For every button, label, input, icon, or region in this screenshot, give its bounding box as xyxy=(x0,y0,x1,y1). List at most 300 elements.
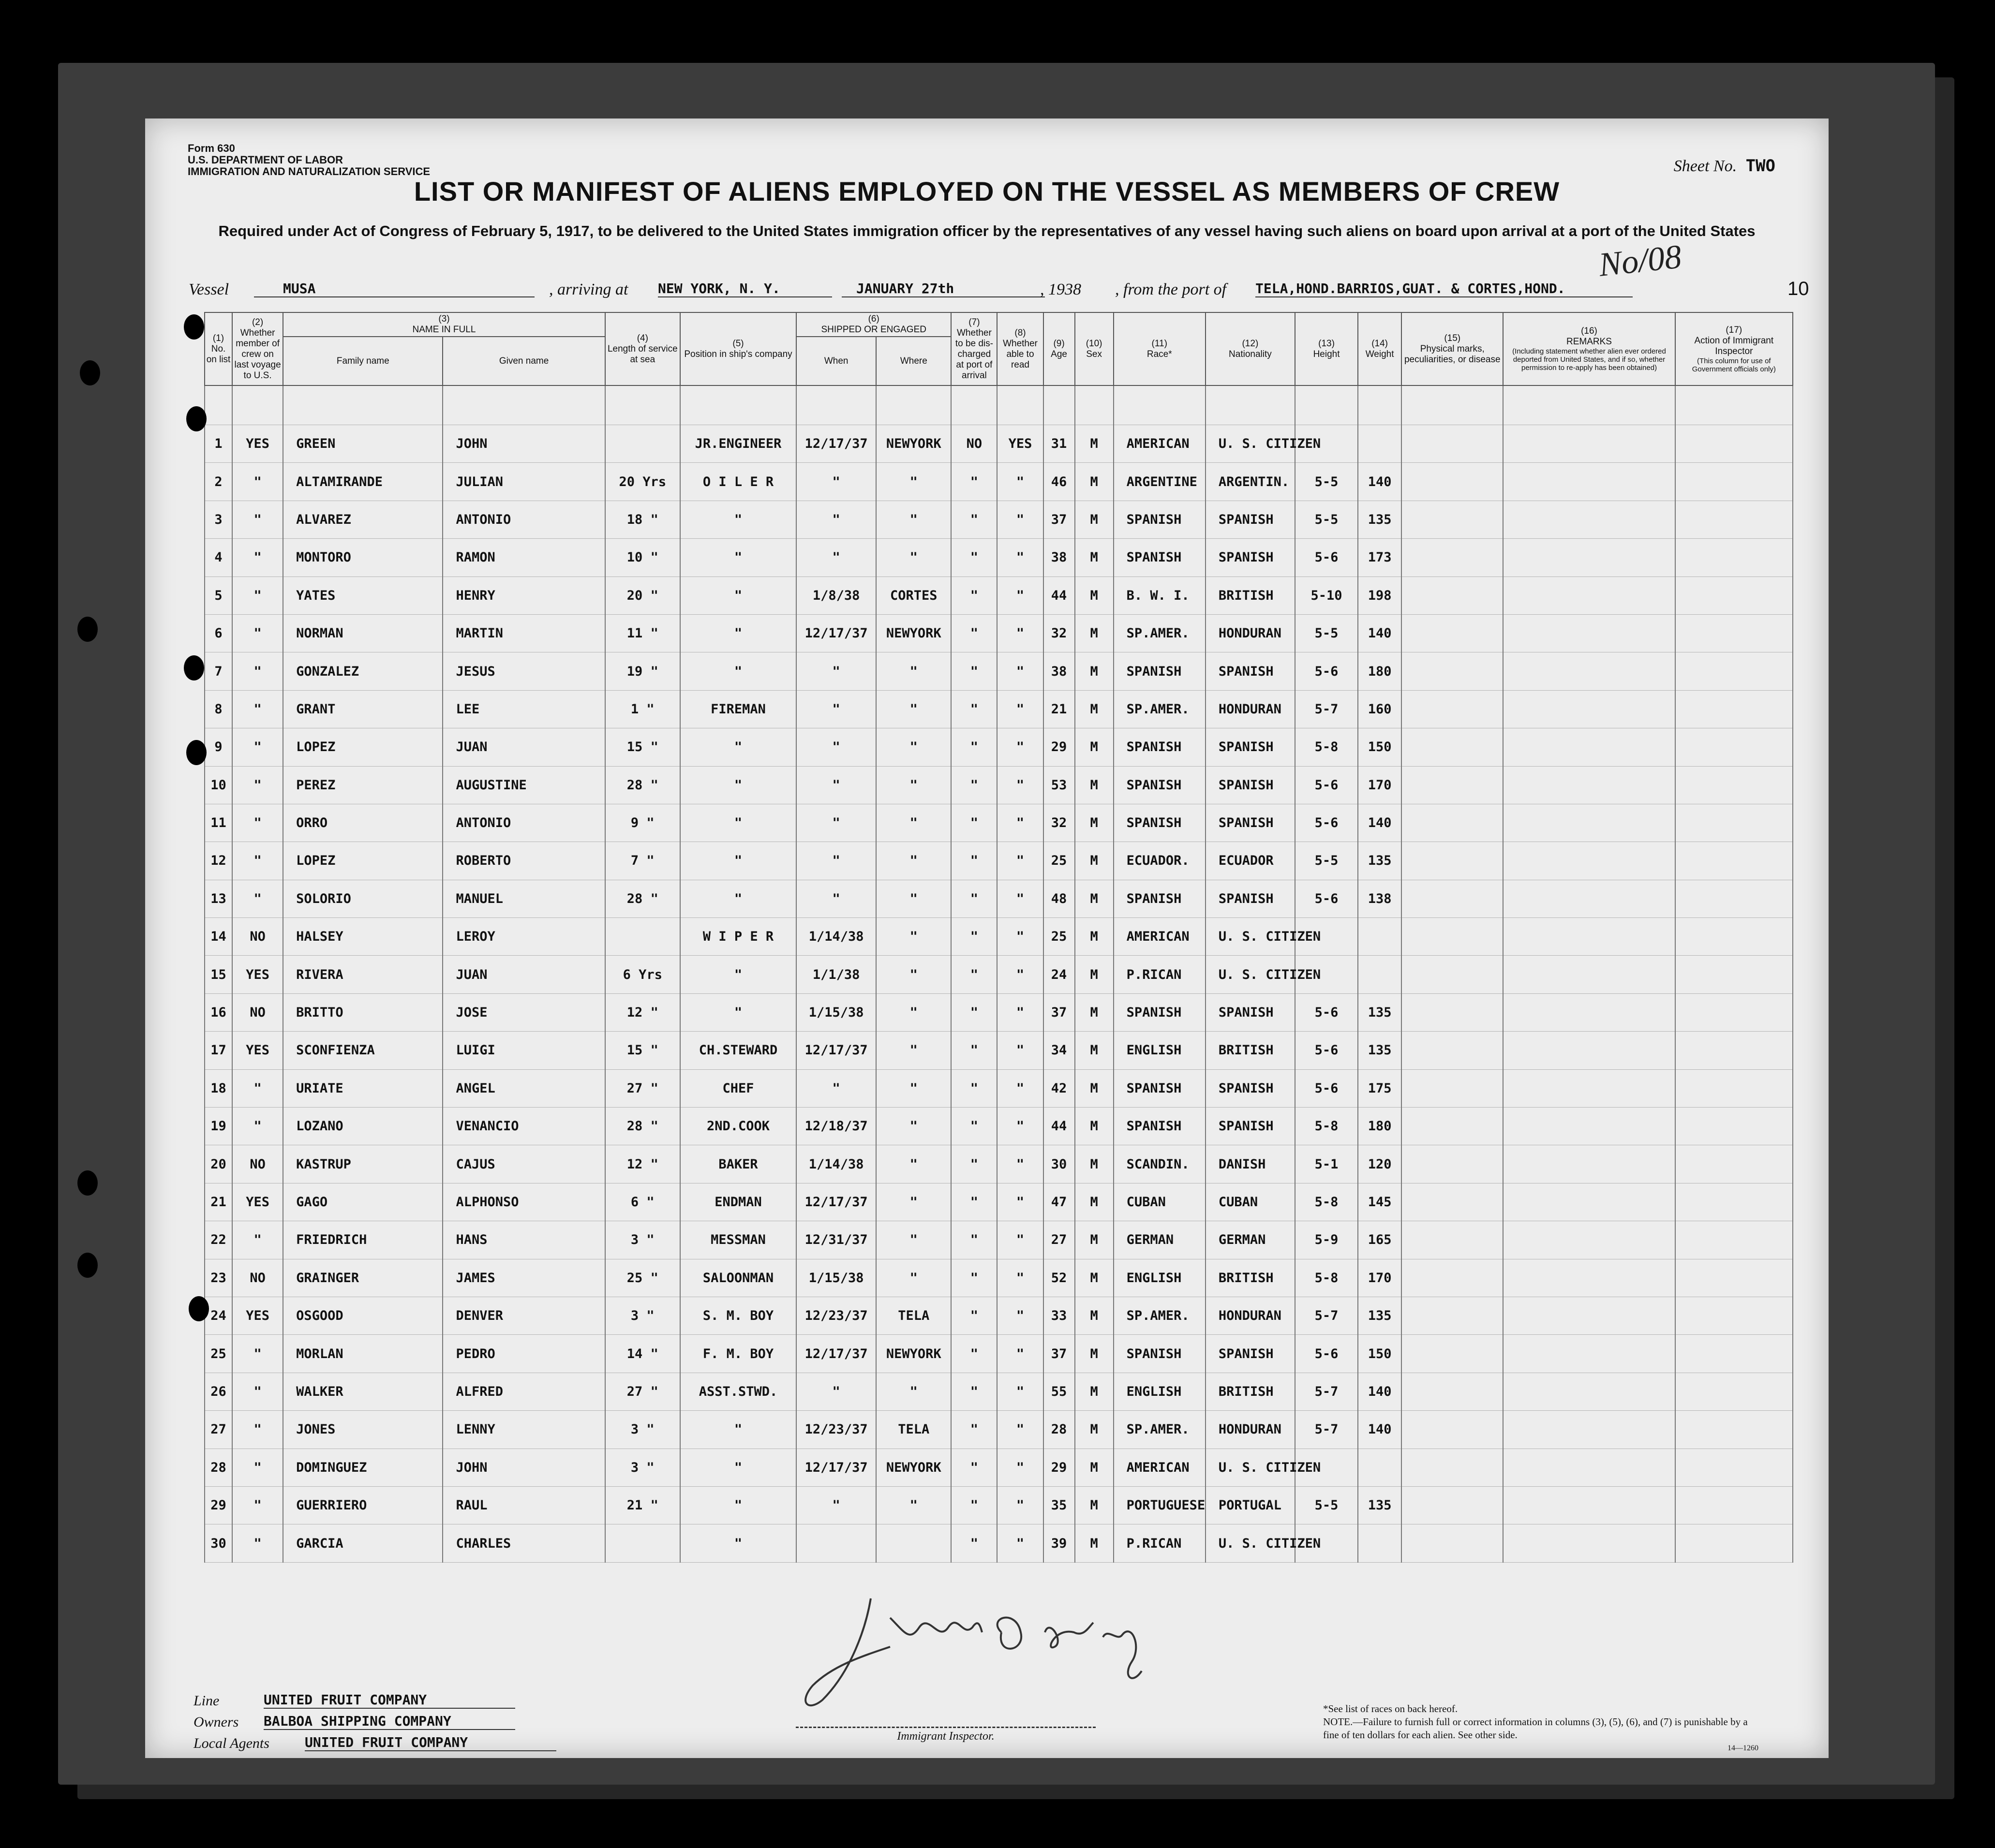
cell-nationality: HONDURAN xyxy=(1206,614,1295,652)
cell-when: 12/17/37 xyxy=(796,1183,876,1221)
cell-action xyxy=(1675,1297,1793,1334)
cell-height: 5-6 xyxy=(1295,1069,1358,1107)
cell-where: " xyxy=(876,1069,951,1107)
cell-nationality: BRITISH xyxy=(1206,1373,1295,1410)
cell-where: NEWYORK xyxy=(876,1335,951,1373)
cell-nationality: GERMAN xyxy=(1206,1221,1295,1259)
cell-service: 27 " xyxy=(605,1373,680,1410)
cell-when: 12/18/37 xyxy=(796,1108,876,1145)
cell-nationality: U. S. CITIZEN xyxy=(1206,956,1295,993)
cell-age: 30 xyxy=(1043,1145,1075,1183)
cell-height: 5-5 xyxy=(1295,614,1358,652)
cell-remarks xyxy=(1503,1411,1675,1449)
cell-race: SP.AMER. xyxy=(1114,1297,1206,1334)
cell-when: " xyxy=(796,880,876,917)
cell-when: " xyxy=(796,463,876,501)
cell-age: 21 xyxy=(1043,690,1075,728)
cell-marks xyxy=(1401,766,1503,804)
cell-given-name: LENNY xyxy=(443,1411,605,1449)
cell-race: AMERICAN xyxy=(1114,918,1206,956)
cell-sex: M xyxy=(1075,728,1114,766)
cell-no: 16 xyxy=(205,993,232,1031)
cell-action xyxy=(1675,1032,1793,1069)
binding-hole xyxy=(77,1170,98,1196)
cell-action xyxy=(1675,539,1793,577)
cell-read: " xyxy=(997,1449,1043,1486)
cell-action xyxy=(1675,1486,1793,1524)
cell-member: " xyxy=(232,1486,283,1524)
cell-sex: M xyxy=(1075,1032,1114,1069)
header-name-in-full: (3) NAME IN FULL xyxy=(283,312,605,337)
cell-position: " xyxy=(680,1411,796,1449)
cell-remarks xyxy=(1503,842,1675,880)
cell-read: " xyxy=(997,501,1043,538)
cell-no: 9 xyxy=(205,728,232,766)
header-able-to-read: (8) Whether able to read xyxy=(997,312,1043,385)
binding-hole xyxy=(189,1296,209,1321)
cell-family-name: DOMINGUEZ xyxy=(283,1449,443,1486)
cell-remarks xyxy=(1503,804,1675,842)
cell-height: 5-5 xyxy=(1295,501,1358,538)
cell-nationality: SPANISH xyxy=(1206,539,1295,577)
cell-race: SP.AMER. xyxy=(1114,690,1206,728)
cell-action xyxy=(1675,766,1793,804)
page-title: LIST OR MANIFEST OF ALIENS EMPLOYED ON THE VESSEL AS MEMBERS OF CREW xyxy=(414,176,1560,207)
cell-marks xyxy=(1401,1524,1503,1562)
cell-marks xyxy=(1401,918,1503,956)
cell-read: " xyxy=(997,690,1043,728)
cell-age: 29 xyxy=(1043,1449,1075,1486)
cell-member: " xyxy=(232,1524,283,1562)
cell-service: 25 " xyxy=(605,1259,680,1297)
cell-family-name: RIVERA xyxy=(283,956,443,993)
cell-no: 7 xyxy=(205,652,232,690)
cell-weight: 135 xyxy=(1358,1486,1401,1524)
cell-age: 25 xyxy=(1043,918,1075,956)
cell-no: 28 xyxy=(205,1449,232,1486)
cell-service: 3 " xyxy=(605,1449,680,1486)
cell-age: 55 xyxy=(1043,1373,1075,1410)
cell-race: B. W. I. xyxy=(1114,577,1206,614)
service-name: IMMIGRATION AND NATURALIZATION SERVICE xyxy=(188,165,431,177)
cell-family-name: PEREZ xyxy=(283,766,443,804)
cell-age: 52 xyxy=(1043,1259,1075,1297)
cell-read: " xyxy=(997,1183,1043,1221)
cell-discharged: " xyxy=(951,1335,997,1373)
cell-read: " xyxy=(997,1486,1043,1524)
cell-discharged: " xyxy=(951,501,997,538)
cell-remarks xyxy=(1503,1524,1675,1562)
cell-member: " xyxy=(232,1108,283,1145)
cell-family-name: KASTRUP xyxy=(283,1145,443,1183)
cell-position: ENDMAN xyxy=(680,1183,796,1221)
cell-nationality: SPANISH xyxy=(1206,1108,1295,1145)
cell-marks xyxy=(1401,993,1503,1031)
cell-sex: M xyxy=(1075,1373,1114,1410)
cell-read: " xyxy=(997,842,1043,880)
cell-no: 25 xyxy=(205,1335,232,1373)
cell-weight xyxy=(1358,425,1401,463)
header-discharged: (7) Whether to be dis-charged at port of arrival xyxy=(951,312,997,385)
cell-age: 25 xyxy=(1043,842,1075,880)
cell-height: 5-6 xyxy=(1295,652,1358,690)
cell-position: " xyxy=(680,766,796,804)
cell-discharged: " xyxy=(951,728,997,766)
cell-where: " xyxy=(876,1145,951,1183)
cell-weight: 180 xyxy=(1358,1108,1401,1145)
cell-where: " xyxy=(876,993,951,1031)
cell-where xyxy=(876,1524,951,1562)
table-row xyxy=(205,425,1793,463)
cell-read: " xyxy=(997,652,1043,690)
cell-race: ENGLISH xyxy=(1114,1373,1206,1410)
cell-nationality: SPANISH xyxy=(1206,880,1295,917)
header-when: When xyxy=(796,337,876,385)
cell-service: 1 " xyxy=(605,690,680,728)
cell-read: " xyxy=(997,1259,1043,1297)
cell-remarks xyxy=(1503,1297,1675,1334)
cell-position: " xyxy=(680,728,796,766)
cell-given-name: JOSE xyxy=(443,993,605,1031)
cell-race: SP.AMER. xyxy=(1114,614,1206,652)
cell-when: 1/1/38 xyxy=(796,956,876,993)
cell-weight: 140 xyxy=(1358,1373,1401,1410)
cell-discharged: " xyxy=(951,1411,997,1449)
cell-position: S. M. BOY xyxy=(680,1297,796,1334)
table-row xyxy=(205,1221,1793,1259)
cell-no: 20 xyxy=(205,1145,232,1183)
cell-remarks xyxy=(1503,1145,1675,1183)
cell-given-name: CAJUS xyxy=(443,1145,605,1183)
cell-family-name: ALVAREZ xyxy=(283,501,443,538)
cell-when: 12/17/37 xyxy=(796,1449,876,1486)
binding-hole xyxy=(77,617,98,642)
cell-no: 14 xyxy=(205,918,232,956)
cell-nationality: U. S. CITIZEN xyxy=(1206,425,1295,463)
cell-age: 33 xyxy=(1043,1297,1075,1334)
cell-no: 6 xyxy=(205,614,232,652)
cell-age: 32 xyxy=(1043,614,1075,652)
cell-member: " xyxy=(232,1221,283,1259)
cell-position: " xyxy=(680,614,796,652)
manifest-sheet xyxy=(145,118,1829,1758)
binding-hole xyxy=(186,740,207,765)
cell-marks xyxy=(1401,1486,1503,1524)
cell-age: 42 xyxy=(1043,1069,1075,1107)
cell-remarks xyxy=(1503,425,1675,463)
cell-marks xyxy=(1401,880,1503,917)
table-body xyxy=(205,385,1793,1562)
cell-discharged: " xyxy=(951,804,997,842)
cell-age: 34 xyxy=(1043,1032,1075,1069)
cell-read: " xyxy=(997,1108,1043,1145)
cell-marks xyxy=(1401,728,1503,766)
cell-when: 12/23/37 xyxy=(796,1297,876,1334)
cell-where: " xyxy=(876,1373,951,1410)
cell-discharged: " xyxy=(951,614,997,652)
cell-where: " xyxy=(876,652,951,690)
cell-sex: M xyxy=(1075,1486,1114,1524)
header-height: (13) Height xyxy=(1295,312,1358,385)
cell-marks xyxy=(1401,463,1503,501)
cell-action xyxy=(1675,1335,1793,1373)
cell-sex: M xyxy=(1075,1108,1114,1145)
arriving-label: , arriving at xyxy=(549,281,628,298)
table-row xyxy=(205,804,1793,842)
cell-family-name: WALKER xyxy=(283,1373,443,1410)
cell-member: YES xyxy=(232,1297,283,1334)
cell-weight: 150 xyxy=(1358,1335,1401,1373)
table-row xyxy=(205,1297,1793,1334)
cell-nationality: DANISH xyxy=(1206,1145,1295,1183)
cell-no: 19 xyxy=(205,1108,232,1145)
cell-action xyxy=(1675,842,1793,880)
cell-service: 19 " xyxy=(605,652,680,690)
cell-member: " xyxy=(232,766,283,804)
cell-when: 12/17/37 xyxy=(796,1335,876,1373)
cell-weight: 170 xyxy=(1358,1259,1401,1297)
cell-where: " xyxy=(876,690,951,728)
cell-position: 2ND.COOK xyxy=(680,1108,796,1145)
cell-given-name: ALFRED xyxy=(443,1373,605,1410)
table-row xyxy=(205,1449,1793,1486)
cell-position: " xyxy=(680,539,796,577)
cell-discharged: " xyxy=(951,1069,997,1107)
cell-member: NO xyxy=(232,918,283,956)
cell-action xyxy=(1675,1221,1793,1259)
cell-discharged: " xyxy=(951,880,997,917)
cell-no: 12 xyxy=(205,842,232,880)
cell-given-name: JESUS xyxy=(443,652,605,690)
cell-height: 5-9 xyxy=(1295,1221,1358,1259)
cell-member: " xyxy=(232,842,283,880)
cell-where: TELA xyxy=(876,1411,951,1449)
cell-discharged: " xyxy=(951,1259,997,1297)
cell-race: SPANISH xyxy=(1114,1108,1206,1145)
cell-member: NO xyxy=(232,993,283,1031)
cell-sex: M xyxy=(1075,690,1114,728)
cell-family-name: GAGO xyxy=(283,1183,443,1221)
cell-given-name: MARTIN xyxy=(443,614,605,652)
cell-weight: 170 xyxy=(1358,766,1401,804)
cell-given-name: JUAN xyxy=(443,956,605,993)
cell-service xyxy=(605,425,680,463)
cell-member: " xyxy=(232,577,283,614)
cell-given-name: LUIGI xyxy=(443,1032,605,1069)
cell-age: 44 xyxy=(1043,577,1075,614)
cell-age: 38 xyxy=(1043,539,1075,577)
cell-remarks xyxy=(1503,993,1675,1031)
cell-action xyxy=(1675,1259,1793,1297)
cell-given-name: ALPHONSO xyxy=(443,1183,605,1221)
cell-member: " xyxy=(232,690,283,728)
cell-no: 29 xyxy=(205,1486,232,1524)
cell-race: GERMAN xyxy=(1114,1221,1206,1259)
cell-race: CUBAN xyxy=(1114,1183,1206,1221)
cell-weight: 135 xyxy=(1358,1032,1401,1069)
table-row xyxy=(205,652,1793,690)
cell-age: 48 xyxy=(1043,880,1075,917)
cell-where: " xyxy=(876,842,951,880)
cell-sex: M xyxy=(1075,1524,1114,1562)
cell-service: 12 " xyxy=(605,1145,680,1183)
cell-family-name: JONES xyxy=(283,1411,443,1449)
cell-service: 28 " xyxy=(605,766,680,804)
cell-action xyxy=(1675,880,1793,917)
agents-value: UNITED FRUIT COMPANY xyxy=(305,1734,556,1751)
cell-position: " xyxy=(680,1486,796,1524)
cell-when xyxy=(796,1524,876,1562)
cell-age: 32 xyxy=(1043,804,1075,842)
cell-sex: M xyxy=(1075,652,1114,690)
cell-no: 10 xyxy=(205,766,232,804)
cell-when: " xyxy=(796,652,876,690)
cell-marks xyxy=(1401,425,1503,463)
cell-no: 1 xyxy=(205,425,232,463)
cell-where: " xyxy=(876,1221,951,1259)
arrival-date: JANUARY 27th xyxy=(842,281,1045,297)
cell-service: 7 " xyxy=(605,842,680,880)
cell-when: " xyxy=(796,766,876,804)
cell-no: 3 xyxy=(205,501,232,538)
header-member-last-voyage: (2) Whether member of crew on last voyage to U.S. xyxy=(232,312,283,385)
cell-family-name: GREEN xyxy=(283,425,443,463)
cell-action xyxy=(1675,690,1793,728)
cell-where: TELA xyxy=(876,1297,951,1334)
cell-race: AMERICAN xyxy=(1114,1449,1206,1486)
cell-age: 31 xyxy=(1043,425,1075,463)
cell-no: 22 xyxy=(205,1221,232,1259)
cell-marks xyxy=(1401,804,1503,842)
cell-service: 14 " xyxy=(605,1335,680,1373)
cell-race: SCANDIN. xyxy=(1114,1145,1206,1183)
cell-member: YES xyxy=(232,1032,283,1069)
cell-action xyxy=(1675,1524,1793,1562)
cell-service: 3 " xyxy=(605,1411,680,1449)
cell-marks xyxy=(1401,539,1503,577)
cell-weight: 140 xyxy=(1358,463,1401,501)
cell-remarks xyxy=(1503,1486,1675,1524)
cell-service: 18 " xyxy=(605,501,680,538)
cell-given-name: ROBERTO xyxy=(443,842,605,880)
cell-when: 12/17/37 xyxy=(796,1032,876,1069)
cell-marks xyxy=(1401,577,1503,614)
cell-given-name: MANUEL xyxy=(443,880,605,917)
cell-marks xyxy=(1401,652,1503,690)
cell-remarks xyxy=(1503,1335,1675,1373)
cell-sex: M xyxy=(1075,1297,1114,1334)
cell-height: 5-8 xyxy=(1295,1108,1358,1145)
cell-given-name: PEDRO xyxy=(443,1335,605,1373)
table-row xyxy=(205,1524,1793,1562)
cell-sex: M xyxy=(1075,1259,1114,1297)
cell-height: 5-6 xyxy=(1295,880,1358,917)
cell-weight: 140 xyxy=(1358,804,1401,842)
cell-remarks xyxy=(1503,539,1675,577)
cell-when: " xyxy=(796,539,876,577)
cell-no: 5 xyxy=(205,577,232,614)
header-length-service: (4) Length of service at sea xyxy=(605,312,680,385)
table-row xyxy=(205,728,1793,766)
cell-action xyxy=(1675,1145,1793,1183)
cell-position: ASST.STWD. xyxy=(680,1373,796,1410)
cell-discharged: " xyxy=(951,918,997,956)
cell-family-name: GRAINGER xyxy=(283,1259,443,1297)
cell-nationality: SPANISH xyxy=(1206,766,1295,804)
cell-service: 15 " xyxy=(605,1032,680,1069)
cell-service: 3 " xyxy=(605,1297,680,1334)
cell-remarks xyxy=(1503,956,1675,993)
cell-service: 28 " xyxy=(605,880,680,917)
cell-remarks xyxy=(1503,463,1675,501)
cell-position: " xyxy=(680,577,796,614)
cell-weight: 180 xyxy=(1358,652,1401,690)
cell-remarks xyxy=(1503,766,1675,804)
cell-service: 20 Yrs xyxy=(605,463,680,501)
cell-where: " xyxy=(876,728,951,766)
cell-where: " xyxy=(876,804,951,842)
cell-race: ENGLISH xyxy=(1114,1259,1206,1297)
cell-sex: M xyxy=(1075,501,1114,538)
cell-given-name: CHARLES xyxy=(443,1524,605,1562)
cell-position: " xyxy=(680,652,796,690)
cell-remarks xyxy=(1503,690,1675,728)
cell-service: 6 Yrs xyxy=(605,956,680,993)
cell-discharged: " xyxy=(951,1032,997,1069)
cell-family-name: GARCIA xyxy=(283,1524,443,1562)
cell-sex: M xyxy=(1075,539,1114,577)
agents-label: Local Agents xyxy=(194,1735,269,1751)
owners-value: BALBOA SHIPPING COMPANY xyxy=(264,1713,515,1730)
cell-nationality: BRITISH xyxy=(1206,1259,1295,1297)
cell-given-name: JUAN xyxy=(443,728,605,766)
cell-weight: 145 xyxy=(1358,1183,1401,1221)
cell-member: " xyxy=(232,728,283,766)
cell-discharged: " xyxy=(951,577,997,614)
cell-given-name: JOHN xyxy=(443,425,605,463)
cell-service: 11 " xyxy=(605,614,680,652)
table-row xyxy=(205,842,1793,880)
cell-given-name: VENANCIO xyxy=(443,1108,605,1145)
cell-remarks xyxy=(1503,880,1675,917)
cell-action xyxy=(1675,804,1793,842)
cell-discharged: " xyxy=(951,1297,997,1334)
table-row xyxy=(205,918,1793,956)
cell-position: " xyxy=(680,956,796,993)
binding-hole xyxy=(184,655,204,680)
cell-remarks xyxy=(1503,1259,1675,1297)
cell-given-name: DENVER xyxy=(443,1297,605,1334)
cell-service xyxy=(605,1524,680,1562)
cell-sex: M xyxy=(1075,614,1114,652)
cell-service: 3 " xyxy=(605,1221,680,1259)
table-row xyxy=(205,539,1793,577)
cell-given-name: JOHN xyxy=(443,1449,605,1486)
cell-member: " xyxy=(232,1069,283,1107)
cell-given-name: RAMON xyxy=(443,539,605,577)
cell-position: " xyxy=(680,804,796,842)
cell-sex: M xyxy=(1075,880,1114,917)
cell-read: " xyxy=(997,918,1043,956)
header-nationality: (12) Nationality xyxy=(1206,312,1295,385)
cell-age: 24 xyxy=(1043,956,1075,993)
cell-race: P.RICAN xyxy=(1114,956,1206,993)
cell-marks xyxy=(1401,1411,1503,1449)
cell-height: 5-7 xyxy=(1295,1297,1358,1334)
cell-discharged: " xyxy=(951,1145,997,1183)
line-value: UNITED FRUIT COMPANY xyxy=(264,1692,515,1709)
cell-member: NO xyxy=(232,1259,283,1297)
